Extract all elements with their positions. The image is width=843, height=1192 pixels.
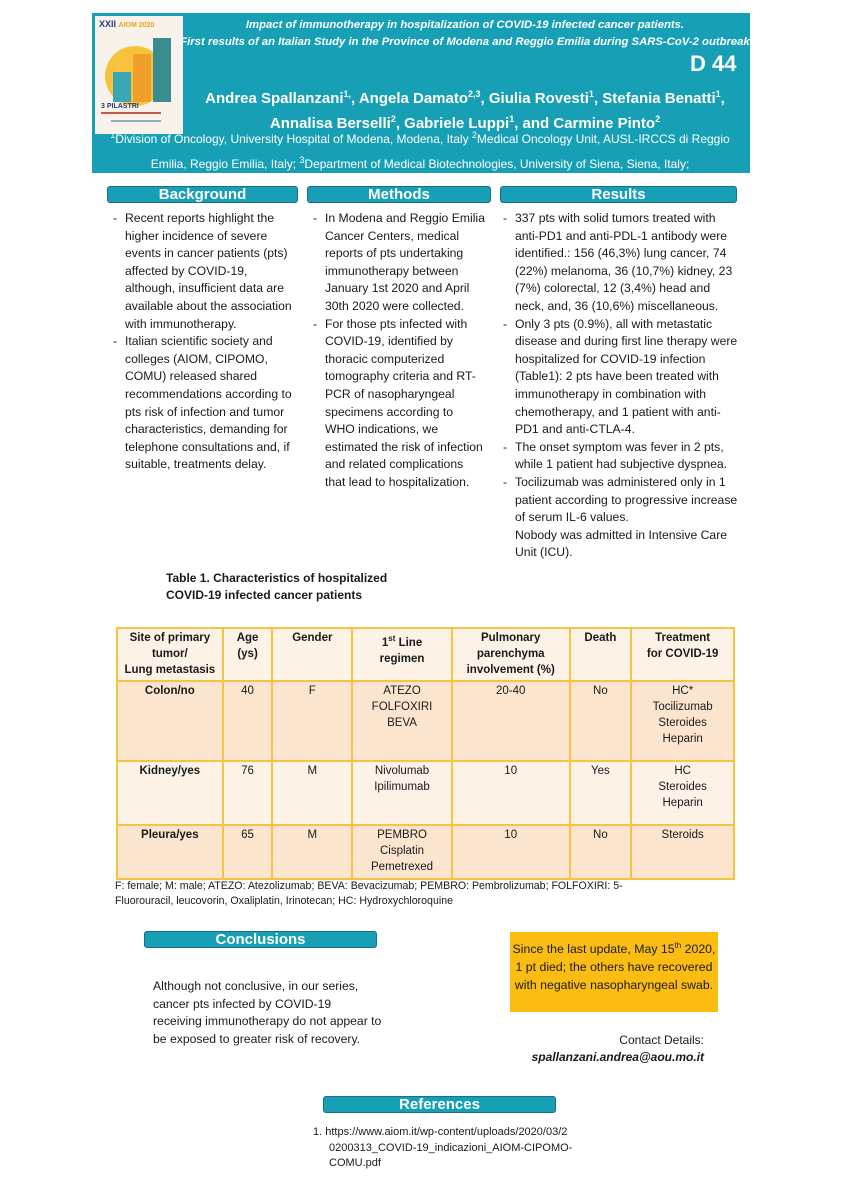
contact-label: Contact Details: <box>619 1033 704 1047</box>
results-item: - Tocilizumab was administered only in 1 patient according to progressive increase of serum IL-6 values. <box>503 474 741 527</box>
cell-death: Yes <box>570 761 632 825</box>
methods-item: - For those pts infected with COVID-19, identified by thoracic computerized tomography criteria and RT-PCR of nasopharyngeal specimens according to WHO indications, we estimated the risk of infection and related complications that lead to hospitalization. <box>313 316 485 492</box>
table-row <box>117 761 734 825</box>
background-item: - Italian scientific society and colleges (AIOM, CIPOMO, COMU) released shared recommendations according to pts risk of infection and tumor characteristics, demanding for telephone consultations and, if suitable, treatments delay. <box>113 333 295 474</box>
update-sup: th <box>674 941 682 950</box>
column-header: Gender <box>272 628 352 681</box>
methods-section <box>313 210 485 492</box>
table-header-row <box>117 628 734 681</box>
cell-pulmonary: 10 <box>452 761 570 825</box>
affiliation-sup: 3 <box>299 155 305 165</box>
cell-age: 65 <box>223 825 273 878</box>
cell-site: Pleura/yes <box>117 825 223 878</box>
affiliation-sup: 2 <box>471 130 477 140</box>
authors-list: Andrea Spallanzani$^{1,}$, Angela Damato$^{2,3}$, Giulia Rovesti$^1$, Stefania Benatti$^1$, Annalisa Berselli$^2$, Gabriele Luppi$^1$, and Carmine Pinto$^2$ <box>205 89 725 132</box>
results-section <box>503 210 741 562</box>
contact-email-link[interactable]: spallanzani.andrea@aou.mo.it <box>531 1050 704 1064</box>
author: Annalisa Berselli <box>269 115 391 132</box>
column-header: Death <box>570 628 632 681</box>
background-heading: Background <box>107 186 298 203</box>
cell-age: 40 <box>223 681 273 761</box>
affiliation: Medical Oncology Unit, AUSL-IRCCS di Reggio Emilia, Reggio Emilia, Italy; <box>150 132 730 171</box>
title-line-1: Impact of immunotherapy in hospitalization of COVID-19 infected cancer patients. <box>245 19 685 31</box>
author: Stefania Benatti <box>602 90 716 107</box>
results-item: - 337 pts with solid tumors treated with anti-PD1 and anti-PDL-1 antibody were identified.: 156 (46,3%) lung cancer, 74 (22%) melanoma, 36 (10,7%) kidney, 23 (7%) colorectal, 12 (3,4%) head and neck, and, 36 (10,6%) miscellaneous. <box>503 210 741 316</box>
conclusions-text: Although not conclusive, in our series, cancer pts infected by COVID-19 receiving immunotherapy do not appear to be exposed to greater risk of recovery. <box>153 979 382 1046</box>
background-item: - Recent reports highlight the higher incidence of severe events in cancer patients (pts) affected by COVID-19, although, insufficient data are available about the association with immunotherapy. <box>113 210 295 333</box>
table-title: Table 1. Characteristics of hospitalized COVID-19 infected cancer patients <box>166 571 388 602</box>
affiliations <box>95 125 745 175</box>
results-item: - The onset symptom was fever in 2 pts, while 1 patient had subjective dyspnea. <box>503 439 741 474</box>
table-row <box>117 825 734 878</box>
affiliation: Department of Medical Biotechnologies, University of Siena, Siena, Italy; <box>304 157 690 171</box>
author-sup: 2,3 <box>468 89 481 99</box>
poster-title <box>180 17 750 51</box>
logo-subtitle: 3 PILASTRI <box>101 103 139 110</box>
update-text: Since the last update, May 15 <box>512 942 675 957</box>
results-trailing-note: Nobody was admitted in Intensive Care Unit (ICU). <box>515 527 728 560</box>
cell-age: 76 <box>223 761 273 825</box>
author-sup: 2 <box>390 114 396 124</box>
poster-code: D 44 <box>690 51 737 76</box>
cell-regimen: Nivolumab Ipilimumab <box>352 761 452 825</box>
column-header: Site of primary tumor/ Lung metastasis <box>117 628 223 681</box>
cell-pulmonary: 10 <box>452 825 570 878</box>
results-item: - Only 3 pts (0.9%), all with metastatic disease and during first line therapy were hospitalized for COVID-19 infection (Table1): 2 pts have been treated with immunotherapy in combination with chemotherapy, and 1 patient with anti-PD1 and anti-CTLA-4. <box>503 316 741 439</box>
column-header: 1st Line regimen <box>352 628 452 681</box>
background-section <box>113 210 295 474</box>
author: Carmine Pinto <box>553 115 656 132</box>
logo-decoration <box>111 120 161 122</box>
results-heading: Results <box>500 186 737 203</box>
affiliation: Division of Oncology, University Hospital of Modena, Modena, Italy <box>115 132 472 146</box>
cell-treatment: HC Steroides Heparin <box>631 761 734 825</box>
cell-treatment: Steroids <box>631 825 734 878</box>
affiliation-sup: 1 <box>110 130 116 140</box>
title-line-2: First results of an Italian Study in the Province of Modena and Reggio Emilia during SARS-CoV-2 outbreak <box>180 36 750 48</box>
references-heading: References <box>323 1096 556 1113</box>
logo-pillar-2 <box>133 54 151 102</box>
cell-gender: F <box>272 681 352 761</box>
table-row <box>117 681 734 761</box>
author-sup: 2 <box>655 114 661 124</box>
cell-death: No <box>570 681 632 761</box>
author-sup: 1 <box>509 114 515 124</box>
author: Andrea Spallanzani <box>205 90 344 107</box>
cell-treatment: HC* Tocilizumab Steroides Heparin <box>631 681 734 761</box>
logo-decoration <box>101 112 161 114</box>
author: Gabriele Luppi <box>404 115 510 132</box>
contact-details <box>500 1032 704 1066</box>
author: Giulia Rovesti <box>488 90 589 107</box>
cell-gender: M <box>272 825 352 878</box>
author-sup: 1 <box>588 89 594 99</box>
author-sup: 1 <box>715 89 721 99</box>
congress-logo <box>95 16 183 134</box>
update-text: 2020, 1 pt died; the others have recovered with negative nasopharyngeal swab. <box>514 942 716 993</box>
conclusions-heading: Conclusions <box>144 931 377 948</box>
column-header: Age (ys) <box>223 628 273 681</box>
column-header: Treatment for COVID-19 <box>631 628 734 681</box>
methods-item: - In Modena and Reggio Emilia Cancer Centers, medical reports of pts undertaking immunotherapy between January 1st 2020 and April 30th 2020 were collected. <box>313 210 485 316</box>
author: Angela Damato <box>358 90 469 107</box>
column-header: Pulmonary parenchyma involvement (%) <box>452 628 570 681</box>
references-list <box>313 1125 573 1172</box>
cell-pulmonary: 20-40 <box>452 681 570 761</box>
author-sup: 1, <box>343 89 352 99</box>
cell-site: Kidney/yes <box>117 761 223 825</box>
methods-heading: Methods <box>307 186 491 203</box>
logo-edition: XXII AIOM 2020 <box>99 19 155 29</box>
logo-pillar-3 <box>153 38 171 102</box>
cell-regimen: PEMBRO Cisplatin Pemetrexed <box>352 825 452 878</box>
cell-site: Colon/no <box>117 681 223 761</box>
table-footnote: F: female; M: male; ATEZO: Atezolizumab; BEVA: Bevacizumab; PEMBRO: Pembrolizumab; FOLFOXIRI: 5-Fluorouracil, leucovorin, Oxaliplatin, Irinotecan; HC: Hydroxychloroquine <box>115 880 623 907</box>
characteristics-table <box>116 627 735 880</box>
cell-regimen: ATEZO FOLFOXIRI BEVA <box>352 681 452 761</box>
cell-death: No <box>570 825 632 878</box>
logo-pillar-1 <box>113 72 131 102</box>
cell-gender: M <box>272 761 352 825</box>
update-note-box <box>510 932 718 1012</box>
reference-item[interactable]: 1. https://www.aiom.it/wp-content/uploads/2020/03/20200313_COVID-19_indicazioni_AIOM-CIPOMO-COMU.pdf <box>313 1126 573 1169</box>
